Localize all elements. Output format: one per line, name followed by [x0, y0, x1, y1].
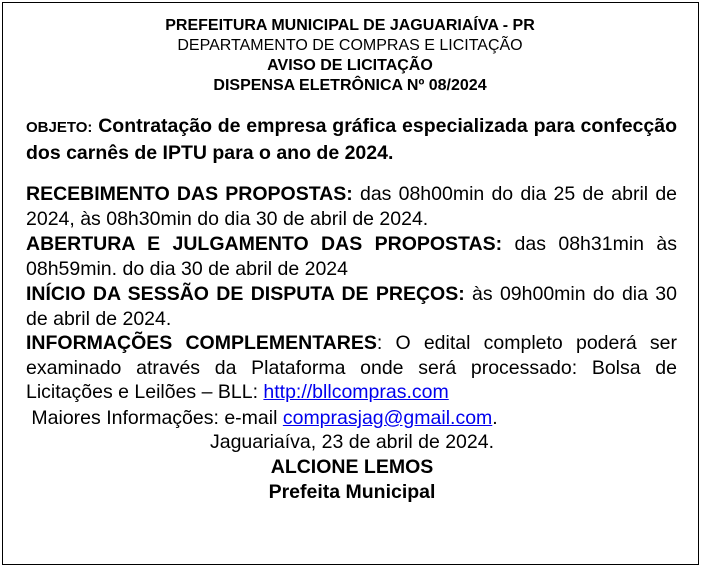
- inicio-label: INÍCIO DA SESSÃO DE DISPUTA DE PREÇOS:: [26, 283, 465, 305]
- abertura-label: ABERTURA E JULGAMENTO DAS PROPOSTAS:: [26, 233, 503, 255]
- signer-role: Prefeita Municipal: [268, 481, 436, 503]
- maiores-text: Maiores Informações: e-mail: [26, 407, 283, 429]
- informacoes-text: : O edital completo poderá ser examinado através da Plataforma onde será processado: Bolsa de Licitações e Leilões – BLL:: [26, 332, 677, 403]
- maiores-paragraph: [26, 406, 677, 431]
- abertura-text: das 08h31min às 08h59min. do dia 30 de abril de 2024: [26, 233, 677, 280]
- bll-link[interactable]: http://bllcompras.com: [263, 381, 449, 403]
- recebimento-paragraph: [26, 182, 677, 231]
- recebimento-label: RECEBIMENTO DAS PROPOSTAS:: [26, 183, 353, 205]
- maiores-end: .: [492, 407, 498, 429]
- signer-name: ALCIONE LEMOS: [270, 456, 434, 478]
- notice-header: [0, 16, 702, 96]
- inicio-text: às 09h00min do dia 30 de abril de 2024.: [26, 283, 677, 330]
- abertura-paragraph: [26, 232, 677, 281]
- municipality-title: PREFEITURA MUNICIPAL DE JAGUARIAÍVA - PR: [165, 17, 535, 34]
- dispensa-number: DISPENSA ELETRÔNICA Nº 08/2024: [213, 77, 487, 94]
- informacoes-label: INFORMAÇÕES COMPLEMENTARES: [26, 332, 377, 354]
- informacoes-paragraph: [26, 331, 677, 405]
- objeto-label: OBJETO:: [26, 119, 93, 136]
- inicio-paragraph: [26, 282, 677, 331]
- department-title: DEPARTAMENTO DE COMPRAS E LICITAÇÃO: [177, 37, 523, 54]
- recebimento-text: das 08h00min do dia 25 de abril de 2024, às 08h30min do dia 30 de abril de 2024.: [26, 183, 678, 230]
- place-date: Jaguariaíva, 23 de abril de 2024.: [209, 431, 495, 453]
- objeto-paragraph: [26, 114, 677, 165]
- notice-type: AVISO DE LICITAÇÃO: [267, 57, 433, 74]
- email-link[interactable]: comprasjag@gmail.com: [282, 407, 493, 429]
- objeto-text: Contratação de empresa gráfica especializada para confecção dos carnês de IPTU para o ano de 2024.: [26, 115, 677, 164]
